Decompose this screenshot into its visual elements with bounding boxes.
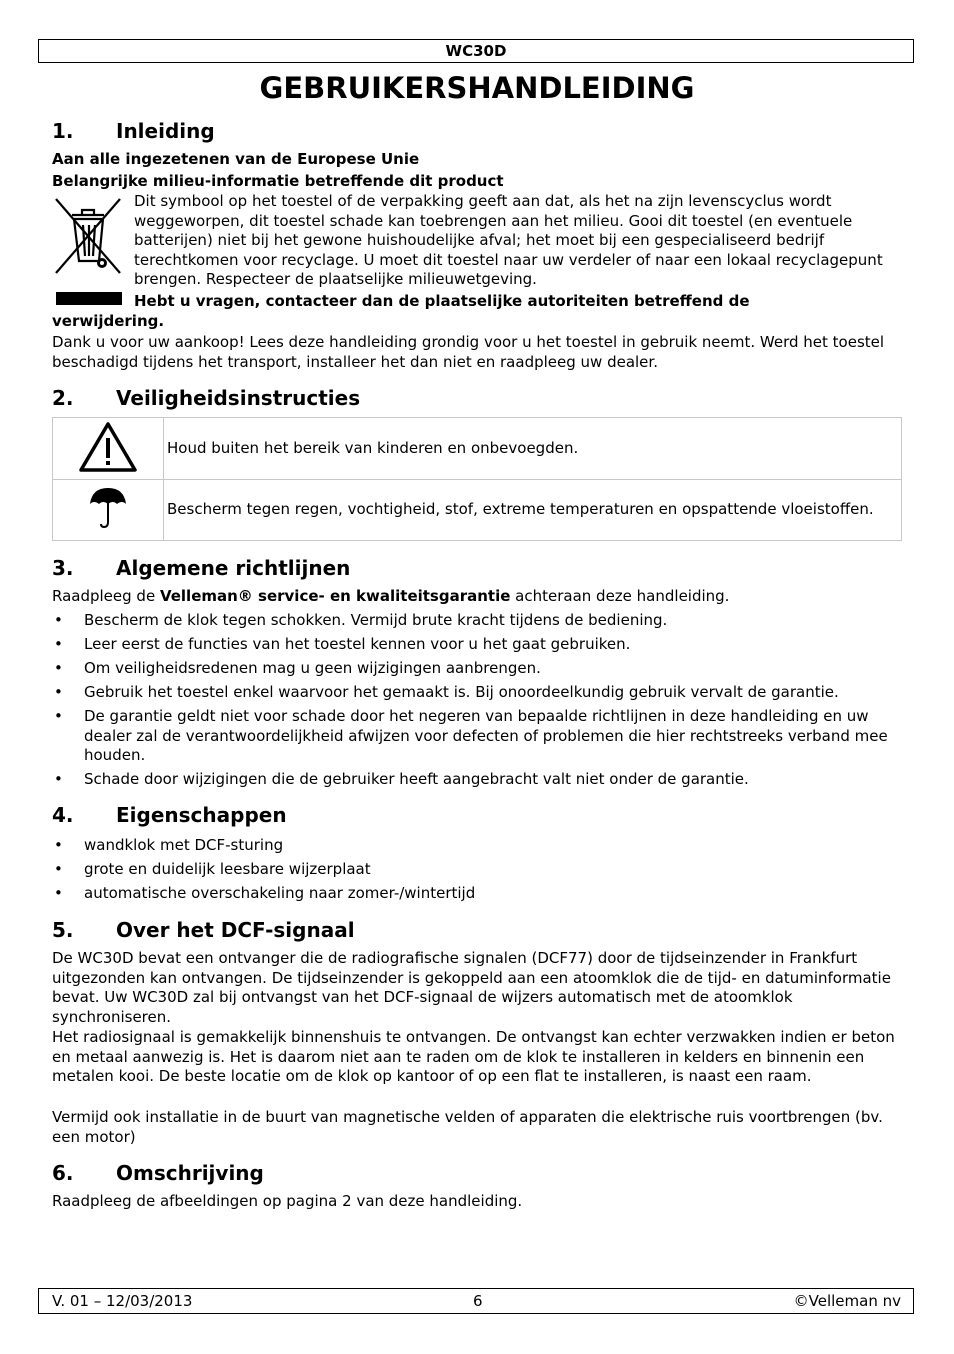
contact-line-2: verwijdering. (52, 312, 165, 330)
description-text: Raadpleeg de afbeeldingen op pagina 2 van deze handleiding. (52, 1192, 523, 1210)
weee-text: Dit symbool op het toestel of de verpakking geeft aan dat, als het na zijn levenscyclus wordt weggeworpen, dit toestel schade kan toebrengen aan het milieu. Gooi dit toestel (en eventuele batterijen) niet bij het gewone huishoudelijke afval; het moet bij een gespecialiseerd bedrijf terechtkomen voor recyclage. U moet dit toestel naar uw verdeler of naar een lokaal recyclagepunt brengen. Respecteer de plaatselijke milieuwetgeving. (134, 192, 883, 288)
header-model: WC30D (38, 39, 914, 63)
section-6-heading (52, 1161, 264, 1185)
copyright: ©Velleman nv (793, 1292, 901, 1310)
safety-row (53, 418, 902, 480)
safety-text: Bescherm tegen regen, vochtigheid, stof, extreme temperaturen en opspattende vloeistoffen. (164, 480, 902, 541)
page-number: 6 (473, 1292, 483, 1310)
dcf-paragraph-1: De WC30D bevat een ontvanger die de radiografische signalen (DCF77) door de tijdseinzender in Frankfurt uitgezonden kan ontvangen. De tijdseinzender is gekoppeld aan een atoomklok die de tijd- en datuminformatie bevat. Uw WC30D zal bij ontvangst van het DCF-signaal de wijzers automatisch met de atoomklok synchroniseren. (52, 949, 891, 1026)
guidelines-list (52, 611, 902, 790)
section-number: 6. (52, 1161, 74, 1185)
features-list (52, 836, 902, 904)
list-item: • Om veiligheidsredenen mag u geen wijzigingen aanbrengen. (52, 659, 902, 679)
page-title: GEBRUIKERSHANDLEIDING (259, 71, 695, 105)
weee-bin-icon (52, 195, 124, 277)
list-item: • Bescherm de klok tegen schokken. Vermijd brute kracht tijdens de bediening. (52, 611, 902, 631)
section-5-heading (52, 918, 355, 942)
umbrella-icon (53, 480, 164, 541)
section-number: 5. (52, 918, 74, 942)
list-item: • automatische overschakeling naar zomer-/wintertijd (52, 884, 902, 904)
warning-triangle-icon (53, 418, 164, 480)
section-4-heading (52, 803, 287, 827)
section-title: Over het DCF-signaal (116, 918, 355, 942)
list-item: • Gebruik het toestel enkel waarvoor het gemaakt is. Bij onoordeelkundig gebruik vervalt de garantie. (52, 683, 902, 703)
page-footer (38, 1288, 914, 1314)
eu-residents-heading: Aan alle ingezetenen van de Europese Unie (52, 150, 420, 168)
intro-text: achteraan deze handleiding. (510, 587, 730, 605)
environment-info-heading: Belangrijke milieu-informatie betreffende dit product (52, 172, 504, 190)
safety-text: Houd buiten het bereik van kinderen en onbevoegden. (164, 418, 902, 480)
list-item: • grote en duidelijk leesbare wijzerplaat (52, 860, 902, 880)
section-title: Algemene richtlijnen (116, 556, 351, 580)
intro-text: Raadpleeg de (52, 587, 160, 605)
section-number: 1. (52, 119, 74, 143)
contact-line-1: Hebt u vragen, contacteer dan de plaatselijke autoriteiten betreffend de (134, 292, 750, 310)
section-3-heading (52, 556, 350, 580)
dcf-paragraph-3: Vermijd ook installatie in de buurt van magnetische velden of apparaten die elektrische ruis voortbrengen (bv. een motor) (52, 1108, 883, 1146)
list-item: • De garantie geldt niet voor schade door het negeren van bepaalde richtlijnen in deze handleiding en uw dealer zal de verantwoordelijkheid afwijzen voor defecten of problemen die hier rechtstreeks verband mee houden. (52, 707, 902, 766)
section-2-heading (52, 386, 360, 410)
section-title: Inleiding (116, 119, 215, 143)
section-title: Veiligheidsinstructies (116, 386, 361, 410)
warranty-reference: Velleman® service- en kwaliteitsgarantie (159, 587, 511, 605)
guidelines-intro (52, 587, 729, 607)
list-item: • wandklok met DCF-sturing (52, 836, 902, 856)
section-number: 2. (52, 386, 74, 410)
section-1-heading (52, 119, 215, 143)
section-title: Omschrijving (116, 1161, 264, 1185)
thanks-paragraph: Dank u voor uw aankoop! Lees deze handleiding grondig voor u het toestel in gebruik neemt. Werd het toestel beschadigd tijdens het transport, installeer het dan niet en raadpleeg uw dealer. (52, 333, 885, 371)
safety-table (52, 417, 902, 541)
dcf-paragraph-2: Het radiosignaal is gemakkelijk binnenshuis te ontvangen. De ontvangst kan echter verzwakken indien er beton en metaal aanwezig is. Het is daarom niet aan te raden om de klok te installeren in kelders en binnenin een metalen kooi. De beste locatie om de klok op kantoor of op een flat te installeren, is naast een raam. (52, 1028, 895, 1085)
section-title: Eigenschappen (116, 803, 287, 827)
black-bar (56, 292, 122, 305)
safety-row (53, 480, 902, 541)
list-item: • Leer eerst de functies van het toestel kennen voor u het gaat gebruiken. (52, 635, 902, 655)
section-number: 4. (52, 803, 74, 827)
version-date: V. 01 – 12/03/2013 (52, 1292, 193, 1310)
section-number: 3. (52, 556, 74, 580)
list-item: • Schade door wijzigingen die de gebruiker heeft aangebracht valt niet onder de garantie. (52, 770, 902, 790)
